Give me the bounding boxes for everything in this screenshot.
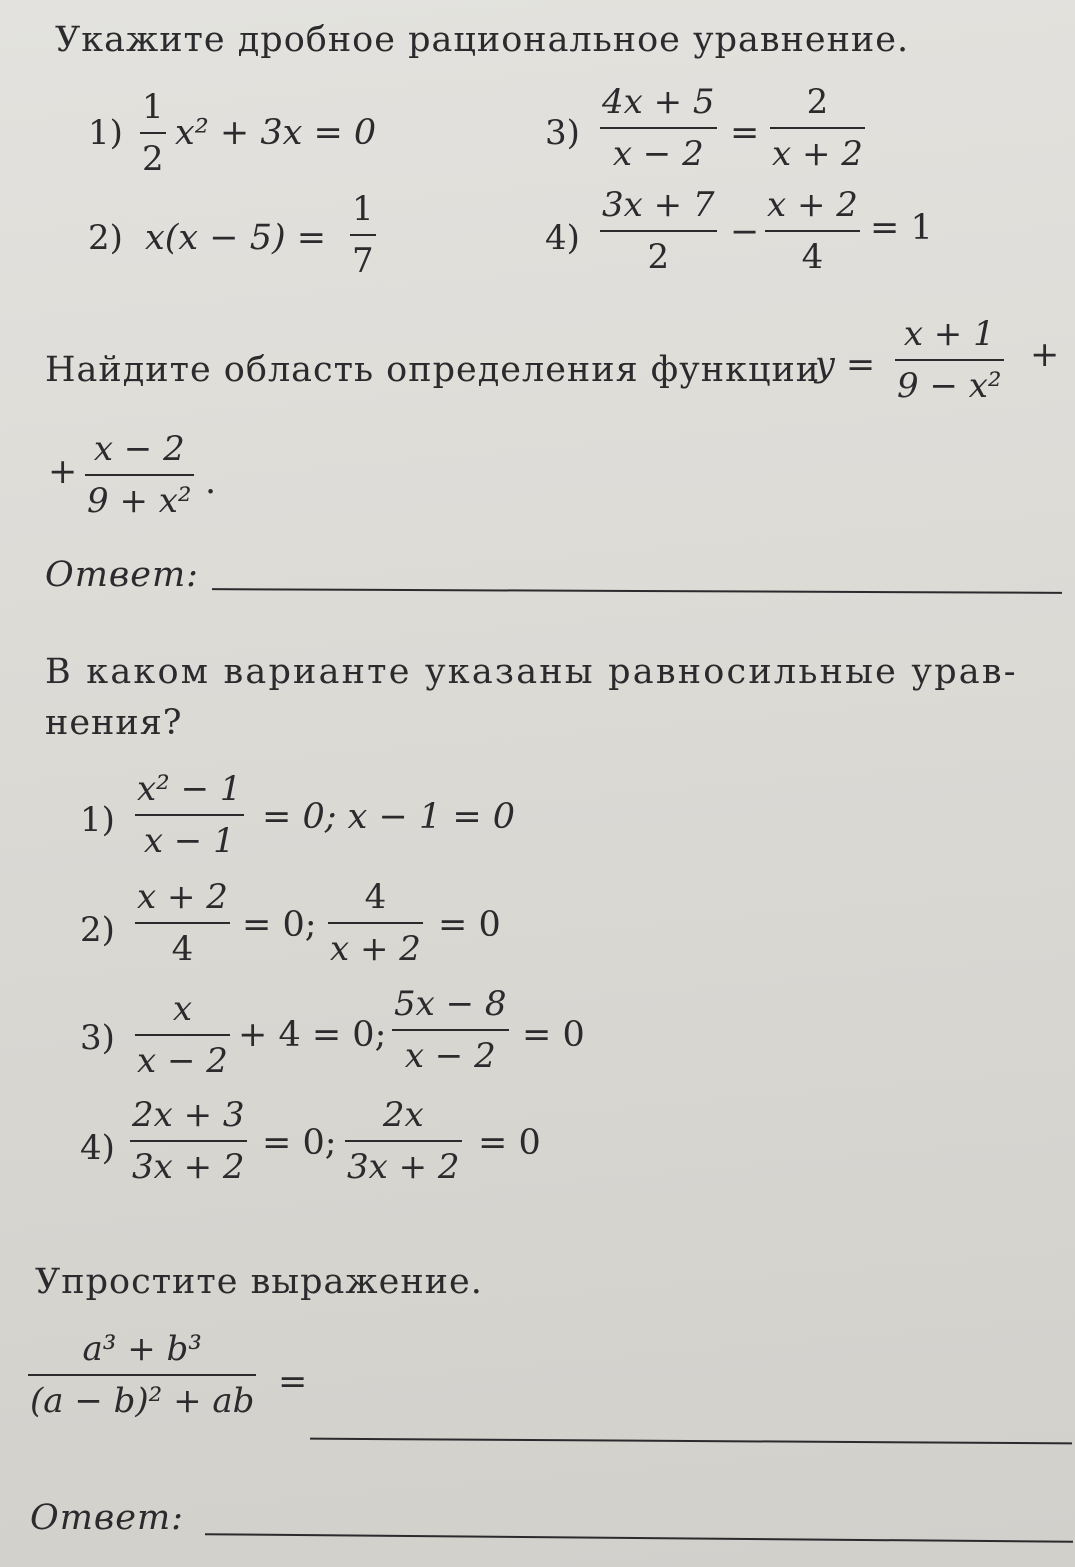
task1-option4-denominator-left: 2 <box>647 237 670 277</box>
task2-fraction2 <box>85 430 194 520</box>
task3-option3-denominator-left: x − 2 <box>137 1041 228 1081</box>
task1-option2-numerator: 1 <box>352 189 374 229</box>
task3-option4-fraction-right <box>345 1096 462 1186</box>
task3-option2-label: 2) <box>80 910 115 950</box>
fraction-bar <box>765 230 860 232</box>
fraction-bar <box>140 132 166 134</box>
task3-option4-denominator-right: 3x + 2 <box>347 1147 460 1187</box>
fraction-bar <box>895 359 1004 361</box>
task3-option3-numerator-right: 5x − 8 <box>394 984 507 1024</box>
task3-option2-end: = 0 <box>438 905 501 945</box>
task2-period: . <box>205 462 217 502</box>
fraction-bar <box>135 814 244 816</box>
fraction-bar <box>85 474 194 476</box>
task1-option2-lhs: x(x − 5) = <box>145 218 327 258</box>
task2-plus-end: + <box>1030 335 1060 375</box>
task3-option3-fraction-right <box>392 985 509 1075</box>
fraction-bar <box>328 922 423 924</box>
task3-title-line1: В каком варианте указаны равносильные урав- <box>45 652 1018 692</box>
task2-plus-start: + <box>48 452 78 492</box>
task2-numerator1: x + 1 <box>903 314 995 354</box>
task1-option3-fraction-left <box>600 83 717 173</box>
task3-option1-numerator: x² − 1 <box>137 769 242 809</box>
task3-option2-numerator-right: 4 <box>364 877 387 917</box>
task1-option2-label: 2) <box>88 218 123 258</box>
task3-option4-numerator-left: 2x + 3 <box>132 1095 245 1135</box>
task2-answer-line[interactable] <box>212 588 1062 594</box>
task2-answer-label: Ответ: <box>45 555 199 595</box>
task3-option2-mid: = 0; <box>242 905 317 945</box>
task1-option1-label: 1) <box>88 113 123 153</box>
task3-option4-denominator-left: 3x + 2 <box>132 1147 245 1187</box>
fraction-bar <box>28 1374 256 1376</box>
task3-option2-denominator-left: 4 <box>171 929 194 969</box>
task3-option4-label: 4) <box>80 1128 115 1168</box>
task4-answer-line[interactable] <box>205 1533 1073 1543</box>
task3-option2-fraction-left <box>135 878 230 968</box>
task3-option2-denominator-right: x + 2 <box>330 929 421 969</box>
fraction-bar <box>600 127 717 129</box>
task1-option3-denominator-right: x + 2 <box>772 134 863 174</box>
task1-option4-fraction-right <box>765 186 860 276</box>
task3-option2-numerator-left: x + 2 <box>137 877 228 917</box>
task4-answer-label: Ответ: <box>30 1498 184 1538</box>
task3-option3-fraction-left <box>135 990 230 1080</box>
task3-option3-end: = 0 <box>522 1015 585 1055</box>
task4-denominator: (a − b)² + ab <box>30 1381 255 1421</box>
task2-fraction1 <box>895 315 1004 405</box>
task3-option4-mid: = 0; <box>262 1123 337 1163</box>
task2-numerator2: x − 2 <box>93 429 185 469</box>
task1-option4-minus: − <box>730 212 760 252</box>
task4-equals: = <box>278 1362 308 1402</box>
task2-denominator2: 9 + x² <box>87 481 192 521</box>
task1-option4-numerator-right: x + 2 <box>767 185 858 225</box>
task1-option2-denominator: 7 <box>352 241 374 281</box>
task1-title: Укажите дробное рациональное уравнение. <box>55 20 910 60</box>
task1-option1-fraction <box>140 88 166 178</box>
task3-option1-rest: = 0; x − 1 = 0 <box>262 797 516 837</box>
task3-option3-label: 3) <box>80 1018 115 1058</box>
task1-option3-numerator-right: 2 <box>806 82 829 122</box>
task3-option3-mid: + 4 = 0; <box>238 1015 387 1055</box>
task1-option3-equals: = <box>730 113 760 153</box>
task3-option3-numerator-left: x <box>172 989 193 1029</box>
fraction-bar <box>350 234 376 236</box>
task1-option3-label: 3) <box>545 113 580 153</box>
task1-option3-fraction-right <box>770 83 865 173</box>
fraction-bar <box>130 1140 247 1142</box>
task3-option1-fraction <box>135 770 244 860</box>
fraction-bar <box>135 922 230 924</box>
task3-option1-label: 1) <box>80 800 115 840</box>
task1-option3-denominator-left: x − 2 <box>612 134 704 174</box>
fraction-bar <box>345 1140 462 1142</box>
task2-y-equals: y = <box>815 345 876 385</box>
task3-option4-fraction-left <box>130 1096 247 1186</box>
task1-option4-denominator-right: 4 <box>801 237 824 277</box>
task1-option4-numerator-left: 3x + 7 <box>602 185 715 225</box>
fraction-bar <box>392 1029 509 1031</box>
task1-option4-label: 4) <box>545 218 580 258</box>
task1-option4-rhs: = 1 <box>870 208 933 248</box>
task3-title-line2: нения? <box>45 703 183 743</box>
task1-option3-numerator-left: 4x + 5 <box>602 82 715 122</box>
task4-title: Упростите выражение. <box>35 1262 483 1302</box>
task1-option1-numerator: 1 <box>142 87 164 127</box>
task2-title: Найдите область определения функции <box>45 350 821 390</box>
task1-option2-fraction <box>350 190 376 280</box>
task1-option4-fraction-left <box>600 186 717 276</box>
task4-expression-answer-line[interactable] <box>310 1438 1072 1445</box>
task1-option1-denominator: 2 <box>142 139 164 179</box>
fraction-bar <box>600 230 717 232</box>
task3-option4-end: = 0 <box>478 1123 541 1163</box>
fraction-bar <box>135 1034 230 1036</box>
task3-option3-denominator-right: x − 2 <box>404 1036 496 1076</box>
task4-fraction <box>28 1330 256 1420</box>
task2-denominator1: 9 − x² <box>897 366 1002 406</box>
task4-numerator: a³ + b³ <box>82 1329 202 1369</box>
fraction-bar <box>770 127 865 129</box>
task3-option1-denominator: x − 1 <box>143 821 235 861</box>
task3-option4-numerator-right: 2x <box>382 1095 424 1135</box>
task3-option2-fraction-right <box>328 878 423 968</box>
task1-option1-rest: x² + 3x = 0 <box>175 113 377 153</box>
